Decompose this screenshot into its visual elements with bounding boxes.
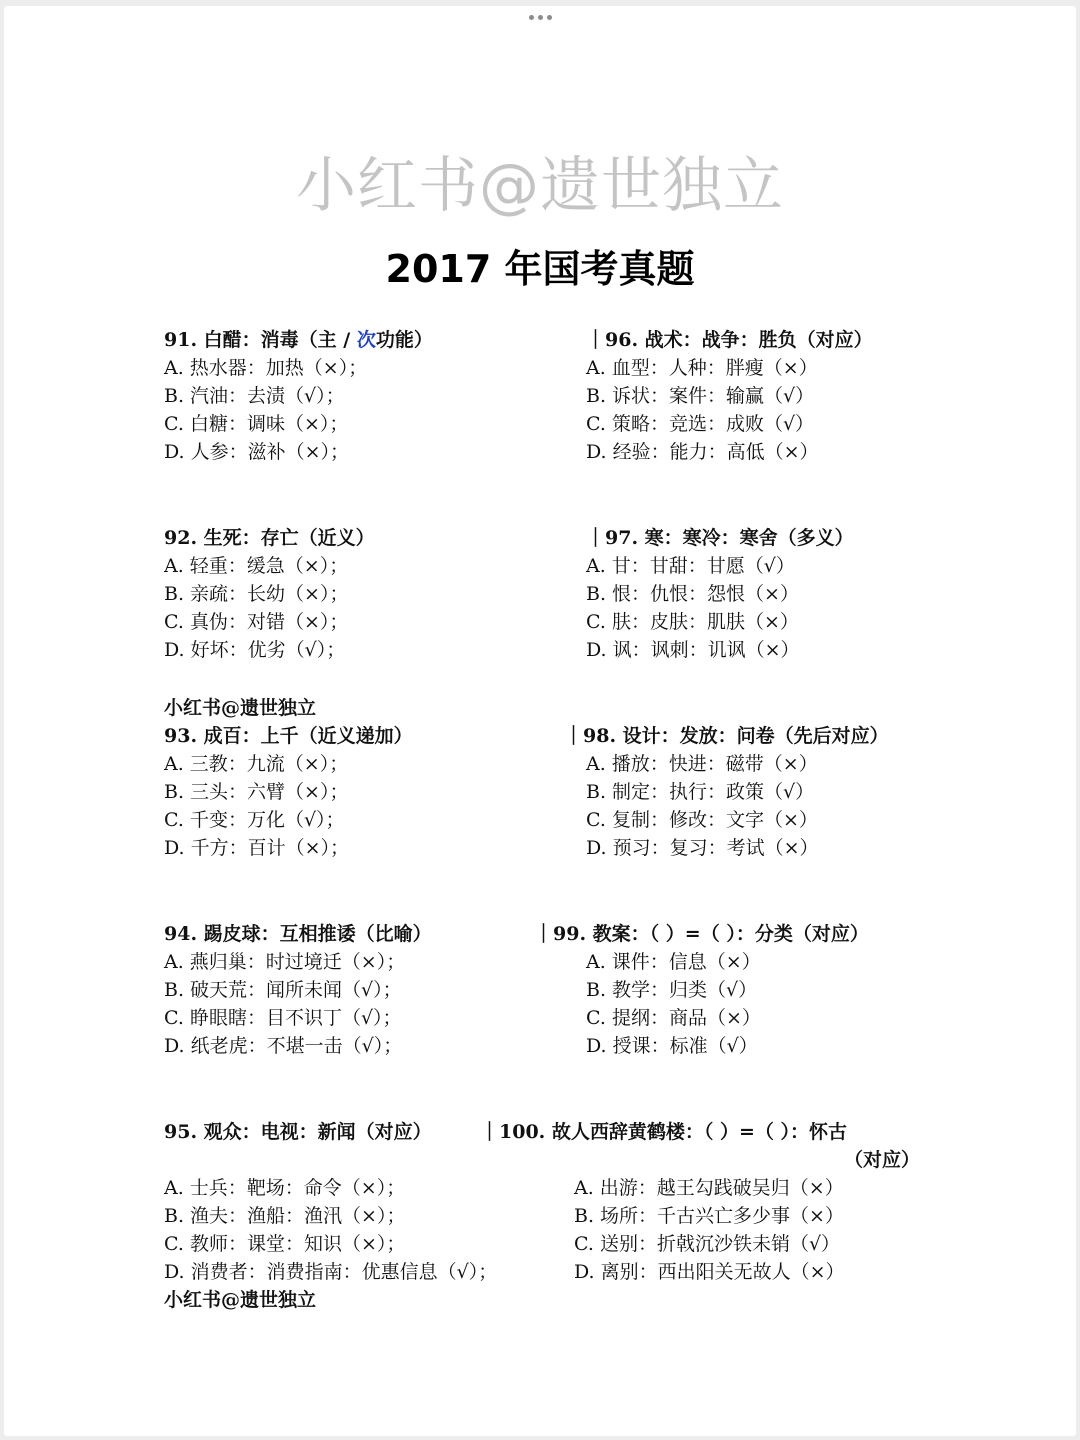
option-d: D. 授课：标准（√） xyxy=(586,1035,758,1057)
question-head: 94. 踢皮球：互相推诿（比喻） xyxy=(164,923,432,945)
question-head: ｜99. 教案：（ ）=（ ）：分类（对应） xyxy=(534,923,869,945)
option-a: A. 三教：九流（×）； xyxy=(164,753,349,775)
question-95 xyxy=(164,1118,497,1286)
option-c: C. 千变：万化（√）； xyxy=(164,809,345,831)
question-head: 91. 白醋：消毒（主 / 次功能） xyxy=(164,329,433,351)
question-98 xyxy=(564,722,889,862)
option-d: D. 好坏：优劣（√）； xyxy=(164,639,346,661)
spacer xyxy=(164,1146,497,1174)
option-a: A. 播放：快进：磁带（×） xyxy=(586,753,818,775)
option-a: A. 课件：信息（×） xyxy=(586,951,761,973)
option-d: D. 预习：复习：考试（×） xyxy=(586,837,819,859)
question-94 xyxy=(164,920,432,1060)
option-d: D. 消费者：消费指南：优惠信息（√）； xyxy=(164,1261,498,1283)
option-a: A. 甘：甘甜：甘愿（√） xyxy=(586,555,795,577)
option-c: C. 肤：皮肤：肌肤（×） xyxy=(586,611,799,633)
option-b: B. 破天荒：闻所未闻（√）； xyxy=(164,979,402,1001)
question-head-continued: （对应） xyxy=(844,1149,921,1171)
question-91 xyxy=(164,326,433,466)
option-b: B. 恨：仇恨：怨恨（×） xyxy=(586,583,799,605)
dot xyxy=(547,15,552,20)
question-100 xyxy=(480,1118,920,1286)
question-head: ｜97. 寒：寒冷：寒舍（多义） xyxy=(586,527,854,549)
option-c: C. 策略：竞选：成败（√） xyxy=(586,413,815,435)
question-97 xyxy=(586,524,854,664)
option-d: D. 经验：能力：高低（×） xyxy=(586,441,819,463)
question-96 xyxy=(586,326,873,466)
option-a: A. 血型：人种：胖瘦（×） xyxy=(586,357,818,379)
option-b: B. 制定：执行：政策（√） xyxy=(586,781,815,803)
question-99 xyxy=(534,920,869,1060)
inline-watermark-label: 小红书@遗世独立 xyxy=(164,697,317,719)
option-a: A. 士兵：靶场：命令（×）； xyxy=(164,1177,406,1199)
option-a: A. 出游：越王勾践破吴归（×） xyxy=(574,1177,844,1199)
question-head: 93. 成百：上千（近义递加） xyxy=(164,725,413,747)
dot xyxy=(529,15,534,20)
question-93 xyxy=(164,722,413,862)
option-d: D. 讽：讽刺：讥讽（×） xyxy=(586,639,800,661)
option-c: C. 送别：折戟沉沙铁未销（√） xyxy=(574,1233,841,1255)
question-head: ｜96. 战术：战争：胜负（对应） xyxy=(586,329,873,351)
option-b: B. 诉状：案件：输赢（√） xyxy=(586,385,815,407)
inline-watermark-label: 小红书@遗世独立 xyxy=(164,1289,317,1311)
option-b: B. 三头：六臂（×）； xyxy=(164,781,349,803)
question-head: 92. 生死：存亡（近义） xyxy=(164,527,375,549)
option-d: D. 千方：百计（×）； xyxy=(164,837,350,859)
more-options-icon[interactable] xyxy=(4,6,1076,28)
option-a: A. 轻重：缓急（×）； xyxy=(164,555,349,577)
option-d: D. 离别：西出阳关无故人（×） xyxy=(574,1261,845,1283)
watermark: 小红书@遗世独立 xyxy=(296,151,784,221)
question-head: 95. 观众：电视：新闻（对应） xyxy=(164,1121,432,1143)
option-b: B. 汽油：去渍（√）； xyxy=(164,385,345,407)
option-b: B. 亲疏：长幼（×）； xyxy=(164,583,349,605)
option-b: B. 渔夫：渔船：渔汛（×）； xyxy=(164,1205,406,1227)
option-a: A. 热水器：加热（×）； xyxy=(164,357,368,379)
option-b: B. 场所：千古兴亡多少事（×） xyxy=(574,1205,844,1227)
option-c: C. 白糖：调味（×）； xyxy=(164,413,349,435)
option-c: C. 教师：课堂：知识（×）； xyxy=(164,1233,406,1255)
document-page xyxy=(4,6,1076,1436)
option-c: C. 复制：修改：文字（×） xyxy=(586,809,818,831)
option-c: C. 真伪：对错（×）； xyxy=(164,611,349,633)
question-head: ｜98. 设计：发放：问卷（先后对应） xyxy=(564,725,889,747)
option-c: C. 提纲：商品（×） xyxy=(586,1007,761,1029)
option-d: D. 人参：滋补（×）； xyxy=(164,441,350,463)
option-d: D. 纸老虎：不堪一击（√）； xyxy=(164,1035,403,1057)
question-92 xyxy=(164,524,375,664)
option-b: B. 教学：归类（√） xyxy=(586,979,758,1001)
page-title: 2017 年国考真题 xyxy=(385,247,695,291)
option-c: C. 睁眼瞎：目不识丁（√）； xyxy=(164,1007,402,1029)
question-head: ｜100. 故人西辞黄鹤楼：（ ）=（ ）：怀古 xyxy=(480,1121,848,1143)
dot xyxy=(538,15,543,20)
option-a: A. 燕归巢：时过境迁（×）； xyxy=(164,951,406,973)
